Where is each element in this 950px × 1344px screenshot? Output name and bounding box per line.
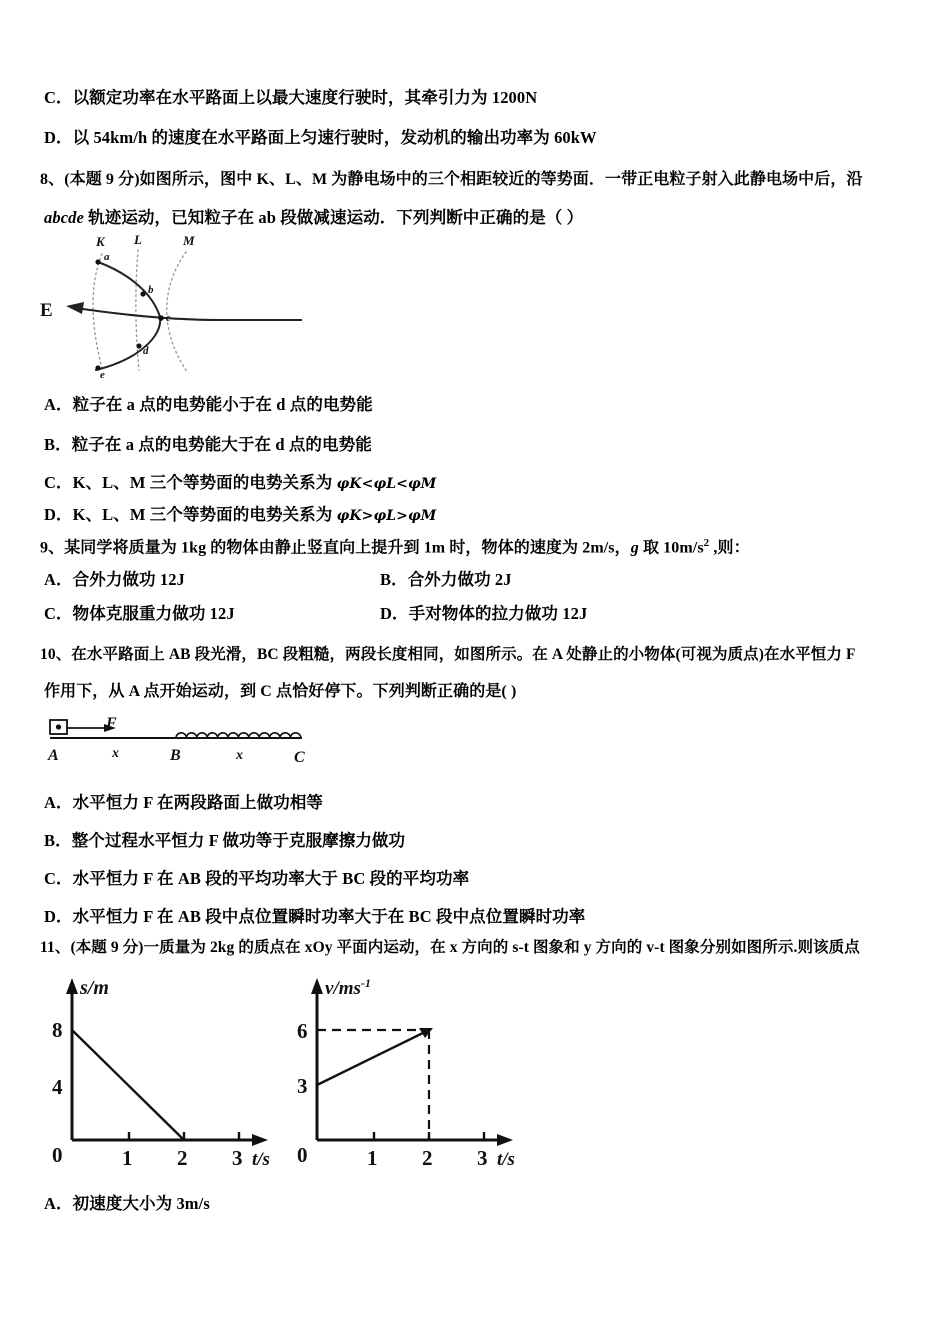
vt-x-axis-arrow <box>497 1134 513 1146</box>
label-k: K <box>96 234 105 249</box>
q8-option-c-formula: φK<φL<φM <box>336 476 437 492</box>
v-t-graph <box>297 976 515 1170</box>
label-e-field: E <box>40 300 53 321</box>
q8-stem-line2-rest: 轨迹运动，已知粒子在 ab 段做减速运动．下列判断中正确的是（ ） <box>83 208 584 227</box>
q8-option-c-prefix: C．K、L、M 三个等势面的电势关系为 <box>44 473 337 492</box>
equipotential-surfaces-figure <box>40 228 310 380</box>
q9-stem-tail-pre: 取 10m/s <box>638 539 704 557</box>
label-e: e <box>100 369 105 381</box>
label-point-a: A <box>48 747 59 764</box>
q11-stem-line1: 11、(本题 9 分)一质量为 2kg 的质点在 xOy 平面内运动，在 x 方向的 s-t 图象和 y 方向的 v-t 图象分别如图所示.则该质点 <box>40 939 860 956</box>
vt-x-axis-label: t/s <box>497 1149 515 1170</box>
q9-stem-tail-post: ,则： <box>709 539 750 557</box>
s-t-graph <box>52 977 270 1170</box>
label-c: c <box>166 313 171 324</box>
vt-xtick-label-3: 3 <box>477 1146 488 1170</box>
vt-xtick-label-2: 2 <box>422 1146 433 1170</box>
ab-bc-track-figure <box>44 712 344 770</box>
point-a-dot <box>95 259 100 264</box>
label-a: a <box>104 251 110 263</box>
st-xtick-label-1: 1 <box>122 1146 133 1170</box>
block-center-dot <box>56 724 61 729</box>
label-d: d <box>143 345 149 357</box>
q10-option-c: C．水平恒力 F 在 AB 段的平均功率大于 BC 段的平均功率 <box>44 869 470 888</box>
vt-xtick-label-1: 1 <box>367 1146 378 1170</box>
q8-option-d-prefix: D．K、L、M 三个等势面的电势关系为 <box>44 505 337 524</box>
st-data-line <box>72 1030 184 1140</box>
q7-option-d: D．以 54km/h 的速度在水平路面上匀速行驶时，发动机的输出功率为 60kW <box>44 128 597 147</box>
label-point-c: C <box>294 749 305 766</box>
q10-option-a: A．水平恒力 F 在两段路面上做功相等 <box>44 793 324 812</box>
point-d-dot <box>136 343 141 348</box>
q8-trajectory-label: abcde <box>44 208 84 227</box>
st-x-axis-arrow <box>252 1134 268 1146</box>
q8-stem-line1: 8、(本题 9 分)如图所示，图中 K、L、M 为静电场中的三个相距较近的等势面．一带正电粒子射入此静电场中后，沿 <box>40 171 863 188</box>
vt-y-axis-label <box>325 976 371 999</box>
vt-y-axis-label-base: v/ms <box>325 978 361 999</box>
q9-stem-main: 9、某同学将质量为 1kg 的物体由静止竖直向上提升到 1m 时，物体的速度为 2m/s， <box>40 539 631 557</box>
field-line <box>76 308 220 320</box>
q8-option-d <box>44 505 436 526</box>
q8-stem-line2 <box>44 208 583 229</box>
q8-option-c <box>44 473 436 494</box>
st-origin-label: 0 <box>52 1143 63 1167</box>
st-y-axis-arrow <box>66 978 78 994</box>
point-b-dot <box>140 291 145 296</box>
q10-option-b: B．整个过程水平恒力 F 做功等于克服摩擦力做功 <box>44 831 406 850</box>
q10-stem-line2: 作用下，从 A 点开始运动，到 C 点恰好停下。下列判断正确的是( ) <box>44 683 517 700</box>
st-y-axis-label: s/m <box>80 977 109 999</box>
vt-ytick-label-3: 3 <box>297 1074 308 1098</box>
point-c-dot <box>158 315 164 321</box>
label-force-f: F <box>106 715 117 732</box>
label-distance-x-2: x <box>236 748 243 763</box>
st-xtick-label-3: 3 <box>232 1146 243 1170</box>
vt-y-axis-arrow <box>311 978 323 994</box>
st-x-axis-label: t/s <box>252 1149 270 1170</box>
label-b: b <box>148 284 154 296</box>
q9-stem <box>40 537 750 558</box>
motion-graphs-figure <box>44 972 554 1177</box>
q7-option-c: C．以额定功率在水平路面上以最大速度行驶时，其牵引力为 1200N <box>44 88 538 107</box>
vt-data-line <box>317 1030 429 1085</box>
q9-stem-g: g <box>630 539 639 557</box>
q8-option-d-formula: φK>φL>φM <box>336 508 437 524</box>
label-l: L <box>134 232 142 247</box>
st-ytick-label-4: 4 <box>52 1075 63 1099</box>
q10-option-d: D．水平恒力 F 在 AB 段中点位置瞬时功率大于在 BC 段中点位置瞬时功率 <box>44 907 586 926</box>
q9-option-c: C．物体克服重力做功 12J <box>44 604 235 623</box>
vt-ytick-label-6: 6 <box>297 1019 308 1043</box>
vt-origin-label: 0 <box>297 1143 308 1167</box>
label-m: M <box>183 233 195 248</box>
q9-option-a: A．合外力做功 12J <box>44 570 185 589</box>
q9-stem-exponent: 2 <box>703 537 710 549</box>
field-arrow-head <box>66 302 84 314</box>
q8-option-b: B．粒子在 a 点的电势能大于在 d 点的电势能 <box>44 435 372 454</box>
st-xtick-label-2: 2 <box>177 1146 188 1170</box>
label-distance-x-1: x <box>112 746 119 761</box>
q9-option-d: D．手对物体的拉力做功 12J <box>380 604 588 623</box>
q9-option-b: B．合外力做功 2J <box>380 570 512 589</box>
q8-option-a: A．粒子在 a 点的电势能小于在 d 点的电势能 <box>44 395 373 414</box>
label-point-b: B <box>170 747 181 764</box>
q11-option-a: A．初速度大小为 3m/s <box>44 1194 210 1213</box>
q10-stem-line1: 10、在水平路面上 AB 段光滑，BC 段粗糙，两段长度相同，如图所示。在 A 处静止的小物体(可视为质点)在水平恒力 F <box>40 646 856 663</box>
st-ytick-label-8: 8 <box>52 1018 63 1042</box>
vt-y-axis-label-exp: -1 <box>360 976 371 990</box>
